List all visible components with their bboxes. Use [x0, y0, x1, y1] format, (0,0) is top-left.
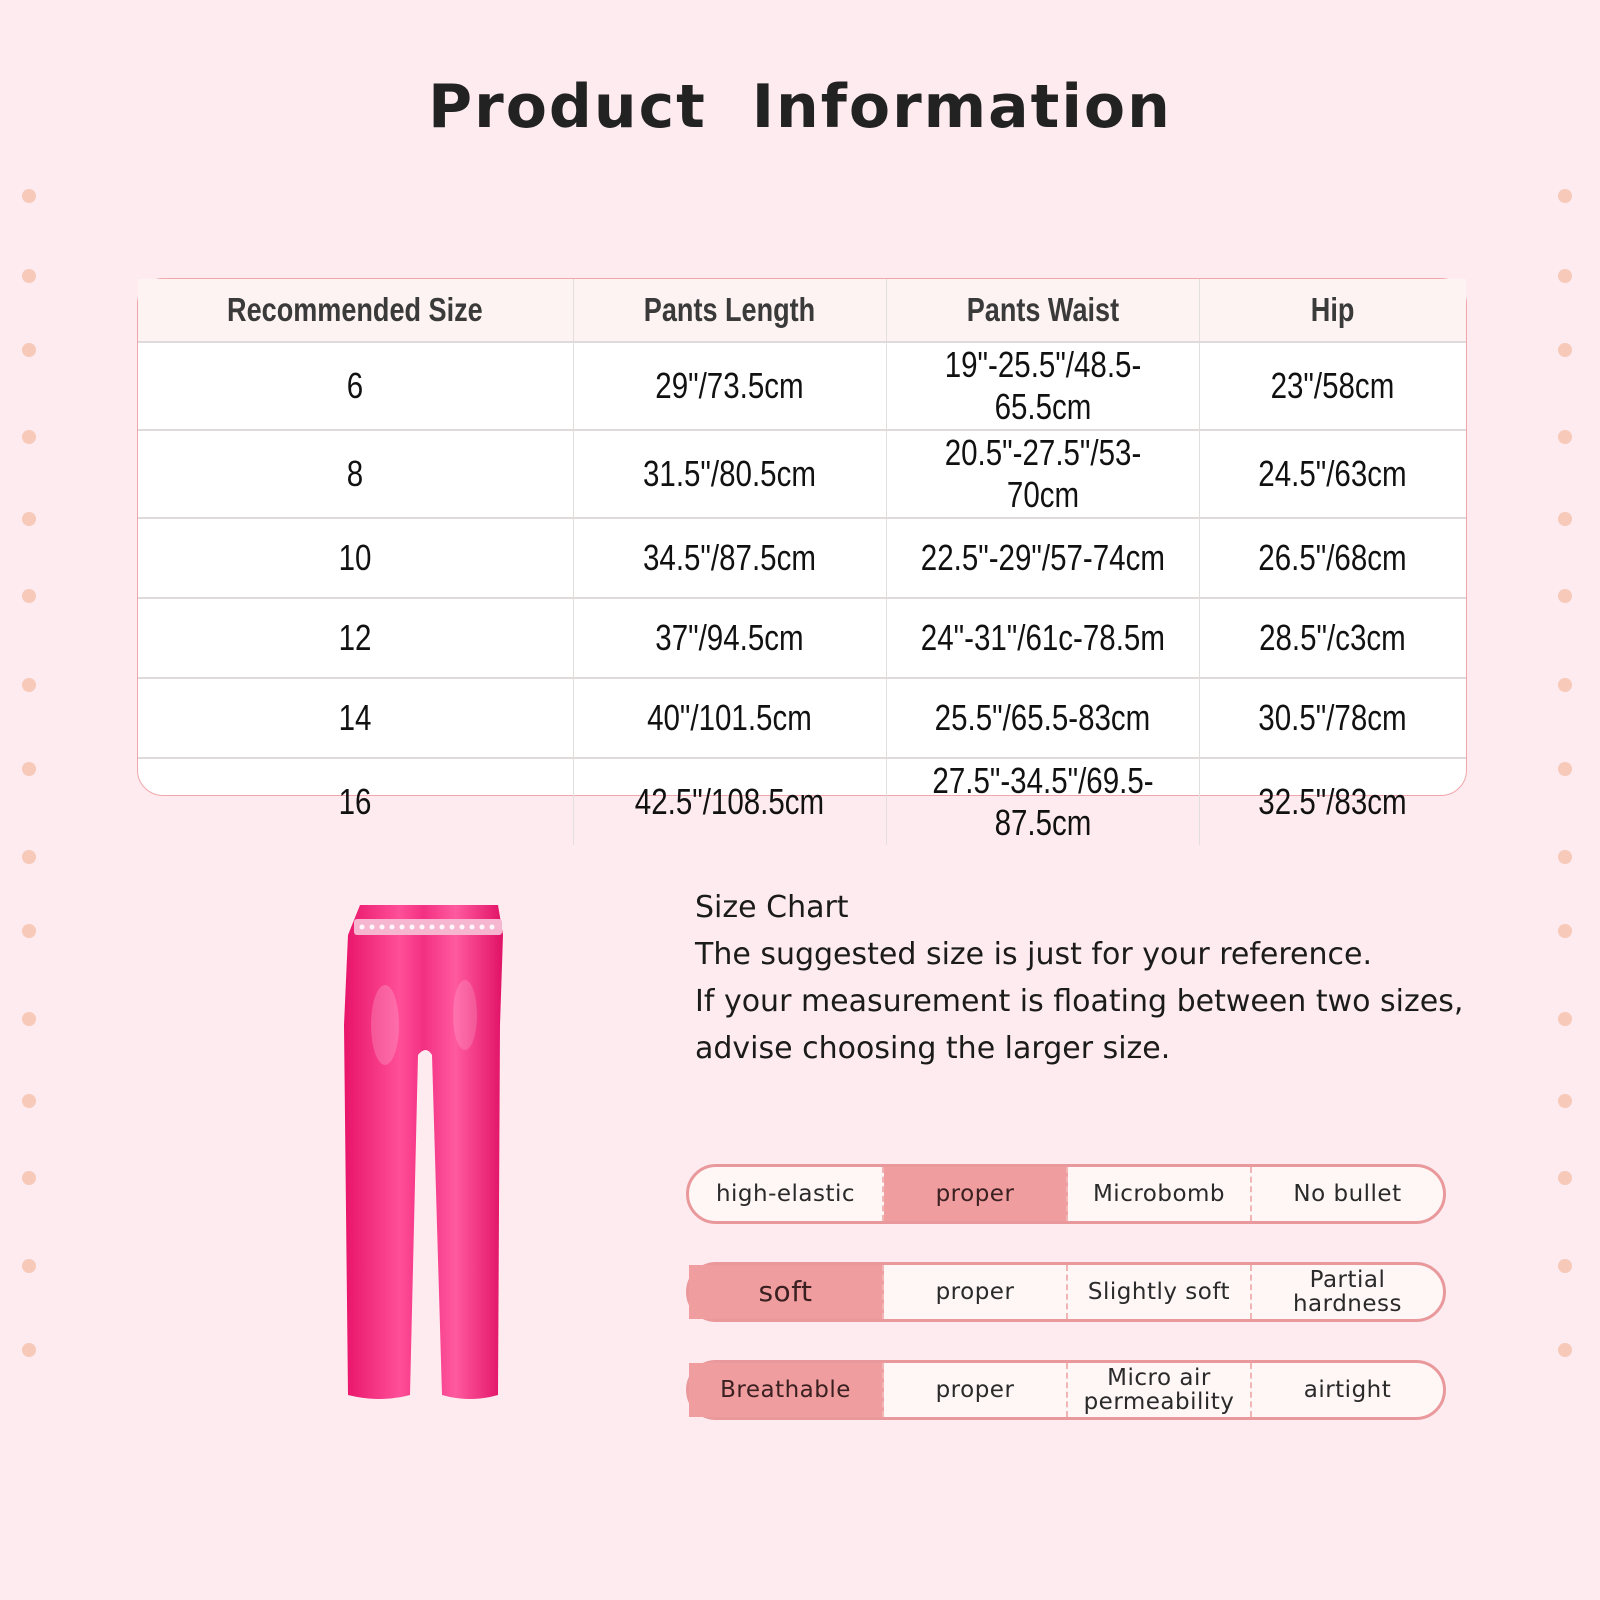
breathability-scale	[686, 1360, 1446, 1420]
hip-cell: 28.5"/c3cm	[1199, 598, 1466, 678]
decorative-dot	[22, 189, 36, 203]
hip-cell: 30.5"/78cm	[1199, 678, 1466, 758]
table-row	[138, 430, 1466, 518]
size-chart-line: The suggested size is just for your reference.	[695, 937, 1372, 972]
feature-scale-option: Microbomb	[1068, 1167, 1252, 1221]
table-row	[138, 758, 1466, 845]
pants-length-cell: 31.5"/80.5cm	[573, 430, 886, 518]
recommended-size-cell: 6	[138, 342, 573, 430]
decorative-dot	[1558, 850, 1572, 864]
feature-scale-option: proper	[884, 1363, 1068, 1417]
size-chart-line: advise choosing the larger size.	[695, 1031, 1171, 1066]
decorative-dot	[22, 1343, 36, 1357]
decorative-dot	[22, 512, 36, 526]
header-recommended-size: Recommended Size	[138, 279, 573, 342]
pants-waist-cell: 24"-31"/61c-78.5m	[886, 598, 1199, 678]
table-header-row	[138, 279, 1466, 342]
pants-length-cell: 29"/73.5cm	[573, 342, 886, 430]
pants-waist-cell: 22.5"-29"/57-74cm	[886, 518, 1199, 598]
size-table	[137, 278, 1467, 843]
decorative-dot	[22, 1259, 36, 1273]
right-dot-border	[1548, 0, 1588, 1600]
decorative-dot	[1558, 189, 1572, 203]
pants-length-cell: 40"/101.5cm	[573, 678, 886, 758]
table-row	[138, 598, 1466, 678]
feature-scale-option: airtight	[1303, 1377, 1392, 1403]
decorative-dot	[1558, 1343, 1572, 1357]
decorative-dot	[1558, 589, 1572, 603]
decorative-dot	[22, 1012, 36, 1026]
pants-waist-cell: 25.5"/65.5-83cm	[886, 678, 1199, 758]
decorative-dot	[22, 1094, 36, 1108]
decorative-dot	[1558, 678, 1572, 692]
header-pants-length: Pants Length	[573, 279, 886, 342]
size-chart-heading: Size Chart	[695, 890, 849, 925]
recommended-size-cell: 14	[138, 678, 573, 758]
elasticity-scale	[686, 1164, 1446, 1224]
header-hip: Hip	[1199, 279, 1466, 342]
hip-cell: 24.5"/63cm	[1199, 430, 1466, 518]
decorative-dot	[1558, 1171, 1572, 1185]
decorative-dot	[22, 850, 36, 864]
decorative-dot	[1558, 269, 1572, 283]
decorative-dot	[1558, 343, 1572, 357]
decorative-dot	[22, 343, 36, 357]
table-row	[138, 678, 1466, 758]
decorative-dot	[1558, 762, 1572, 776]
decorative-dot	[22, 924, 36, 938]
pink-pants-image	[340, 905, 520, 1405]
decorative-dot	[22, 762, 36, 776]
feature-scale-option: Partial hardness	[1292, 1267, 1403, 1317]
recommended-size-cell: 8	[138, 430, 573, 518]
decorative-dot	[22, 1171, 36, 1185]
feature-scale-option: No bullet	[1293, 1181, 1402, 1207]
decorative-dot	[1558, 430, 1572, 444]
decorative-dot	[22, 430, 36, 444]
recommended-size-cell: 10	[138, 518, 573, 598]
pants-length-cell: 37"/94.5cm	[573, 598, 886, 678]
softness-scale	[686, 1262, 1446, 1322]
size-chart-line: If your measurement is floating between two sizes,	[695, 984, 1464, 1019]
decorative-dot	[22, 269, 36, 283]
hip-cell: 32.5"/83cm	[1258, 781, 1407, 822]
feature-scale-option: soft	[689, 1265, 884, 1319]
table-row	[138, 342, 1466, 430]
decorative-dot	[22, 589, 36, 603]
recommended-size-cell: 12	[138, 598, 573, 678]
pants-waist-cell: 20.5"-27.5"/53-70cm	[886, 430, 1199, 518]
hip-cell: 23"/58cm	[1199, 342, 1466, 430]
hip-cell: 26.5"/68cm	[1199, 518, 1466, 598]
feature-scale-option: Micro air permeability	[1068, 1363, 1252, 1417]
decorative-dot	[1558, 512, 1572, 526]
pants-length-cell: 42.5"/108.5cm	[573, 758, 886, 845]
size-chart-note	[695, 884, 1475, 1072]
decorative-dot	[1558, 1094, 1572, 1108]
decorative-dot	[1558, 1259, 1572, 1273]
feature-scale-option: high-elastic	[689, 1167, 884, 1221]
feature-scale-option: Breathable	[689, 1363, 884, 1417]
header-pants-waist: Pants Waist	[886, 279, 1199, 342]
pants-waist-cell: 27.5"-34.5"/69.5-87.5cm	[886, 758, 1199, 845]
pants-length-cell: 34.5"/87.5cm	[573, 518, 886, 598]
left-dot-border	[12, 0, 52, 1600]
decorative-dot	[22, 678, 36, 692]
table-row	[138, 518, 1466, 598]
feature-scale-option: proper	[884, 1265, 1068, 1319]
feature-scale-option: proper	[884, 1167, 1068, 1221]
page-title: Product Information	[428, 72, 1172, 142]
recommended-size-cell: 16	[138, 758, 573, 845]
feature-scale-option: Slightly soft	[1068, 1265, 1252, 1319]
decorative-dot	[1558, 1012, 1572, 1026]
decorative-dot	[1558, 924, 1572, 938]
pants-waist-cell: 19"-25.5"/48.5-65.5cm	[886, 342, 1199, 430]
